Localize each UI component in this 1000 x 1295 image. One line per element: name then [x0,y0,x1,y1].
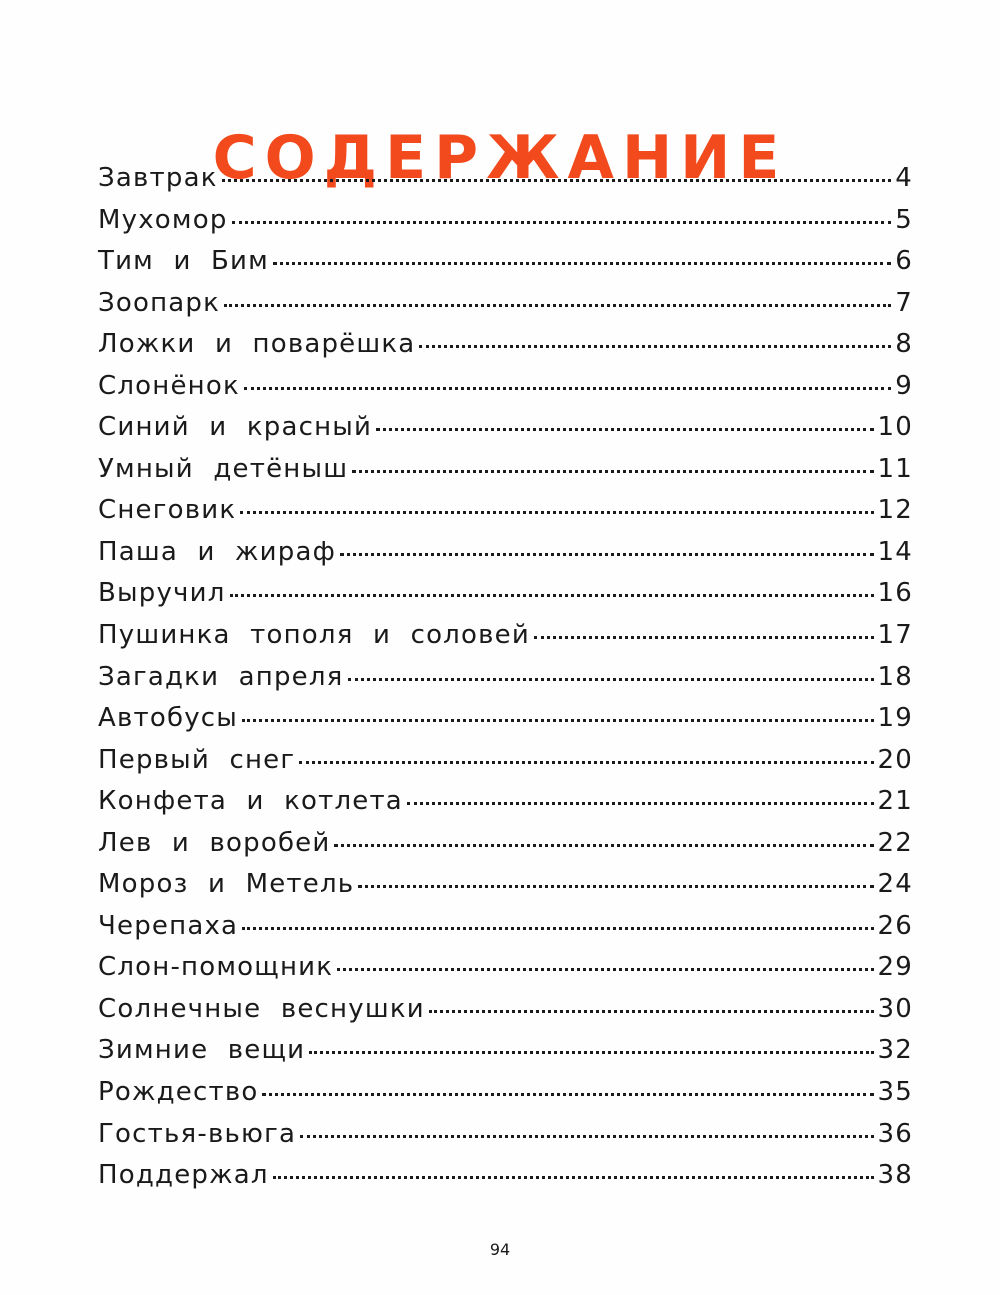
toc-entry-title: Слонёнок [98,370,240,401]
toc-entry-title: Зоопарк [98,287,221,318]
toc-entry-page-number: 14 [877,536,913,567]
toc-entry-page-number: 11 [877,453,913,484]
dot-leader [222,179,892,182]
toc-entry-page-number: 29 [877,952,913,983]
toc-entry[interactable] [98,495,913,537]
toc-entry[interactable] [98,1119,913,1161]
dot-leader [240,511,873,514]
dot-leader [299,761,873,764]
toc-entry-title: Гостья-вьюга [98,1118,297,1149]
toc-entry-title: Зимние вещи [98,1035,306,1066]
dot-leader [242,927,873,930]
toc-entry[interactable] [98,371,913,413]
toc-entry[interactable] [98,454,913,496]
toc-entry-page-number: 4 [895,163,913,193]
toc-entry-title: Синий и красный [98,412,373,443]
dot-leader [358,885,873,888]
toc-entry-title: Паша и жираф [98,536,337,567]
toc-entry-page-number: 6 [895,246,913,277]
table-of-contents [98,163,913,1202]
toc-entry[interactable] [98,246,913,288]
toc-entry-page-number: 7 [895,287,913,318]
dot-leader [273,1176,874,1179]
toc-entry-title: Лев и воробей [98,827,331,858]
toc-entry-page-number: 32 [877,1035,913,1066]
dot-leader [273,262,891,265]
toc-entry-page-number: 17 [877,620,913,651]
toc-entry-page-number: 22 [877,827,913,858]
toc-entry-page-number: 38 [877,1160,913,1191]
dot-leader [340,553,873,556]
toc-entry-page-number: 19 [877,703,913,734]
toc-entry[interactable] [98,1077,913,1119]
toc-entry[interactable] [98,703,913,745]
toc-entry-title: Автобусы [98,703,239,734]
dot-leader [534,636,874,639]
toc-entry-page-number: 12 [877,495,913,526]
toc-entry[interactable] [98,952,913,994]
toc-entry-page-number: 21 [877,786,913,817]
toc-entry-page-number: 36 [877,1118,913,1149]
toc-entry-title: Черепаха [98,910,239,941]
toc-entry-page-number: 24 [877,869,913,900]
toc-entry[interactable] [98,205,913,247]
toc-entry[interactable] [98,288,913,330]
toc-entry-title: Поддержал [98,1160,269,1191]
toc-entry[interactable] [98,869,913,911]
toc-entry-page-number: 8 [895,329,913,360]
toc-entry[interactable] [98,745,913,787]
toc-entry-title: Тим и Бим [98,246,269,277]
toc-entry-page-number: 10 [877,412,913,443]
toc-entry[interactable] [98,786,913,828]
dot-leader [244,387,891,390]
toc-entry-title: Первый снег [98,744,296,775]
toc-entry-page-number: 20 [877,744,913,775]
dot-leader [429,1010,874,1013]
toc-entry-title: Слон-помощник [98,952,334,983]
toc-entry[interactable] [98,163,913,205]
toc-entry[interactable] [98,1160,913,1202]
dot-leader [224,304,891,307]
toc-entry-page-number: 9 [895,370,913,401]
dot-leader [376,428,873,431]
toc-entry[interactable] [98,828,913,870]
dot-leader [337,968,873,971]
toc-entry-title: Пушинка тополя и соловей [98,620,530,651]
toc-entry-title: Выручил [98,578,226,609]
page-title: СОДЕРЖАНИЕ [212,123,788,194]
toc-entry[interactable] [98,578,913,620]
dot-leader [334,844,873,847]
toc-entry[interactable] [98,994,913,1036]
dot-leader [232,221,892,224]
dot-leader [352,470,873,473]
dot-leader [348,678,874,681]
toc-entry[interactable] [98,412,913,454]
toc-entry-page-number: 16 [877,578,913,609]
toc-entry-title: Снеговик [98,495,237,526]
toc-entry-title: Конфета и котлета [98,786,403,817]
toc-entry-page-number: 5 [895,204,913,235]
toc-entry-title: Мороз и Метель [98,869,355,900]
toc-entry-title: Солнечные веснушки [98,993,425,1024]
dot-leader [309,1051,873,1054]
toc-entry-title: Ложки и поварёшка [98,329,416,360]
dot-leader [242,719,874,722]
page-number: 94 [489,1240,511,1259]
toc-entry-page-number: 18 [877,661,913,692]
toc-entry-title: Мухомор [98,204,228,235]
toc-entry-title: Завтрак [98,163,218,193]
dot-leader [230,594,874,597]
toc-entry[interactable] [98,537,913,579]
toc-entry-title: Умный детёныш [98,453,349,484]
toc-entry[interactable] [98,620,913,662]
dot-leader [407,802,874,805]
toc-entry[interactable] [98,662,913,704]
dot-leader [419,345,891,348]
toc-entry-title: Рождество [98,1077,259,1108]
toc-entry[interactable] [98,329,913,371]
toc-entry-title: Загадки апреля [98,661,344,692]
toc-entry-page-number: 35 [877,1077,913,1108]
toc-entry[interactable] [98,911,913,953]
toc-entry[interactable] [98,1035,913,1077]
dot-leader [262,1093,873,1096]
toc-entry-page-number: 26 [877,910,913,941]
dot-leader [300,1135,873,1138]
toc-entry-page-number: 30 [877,993,913,1024]
